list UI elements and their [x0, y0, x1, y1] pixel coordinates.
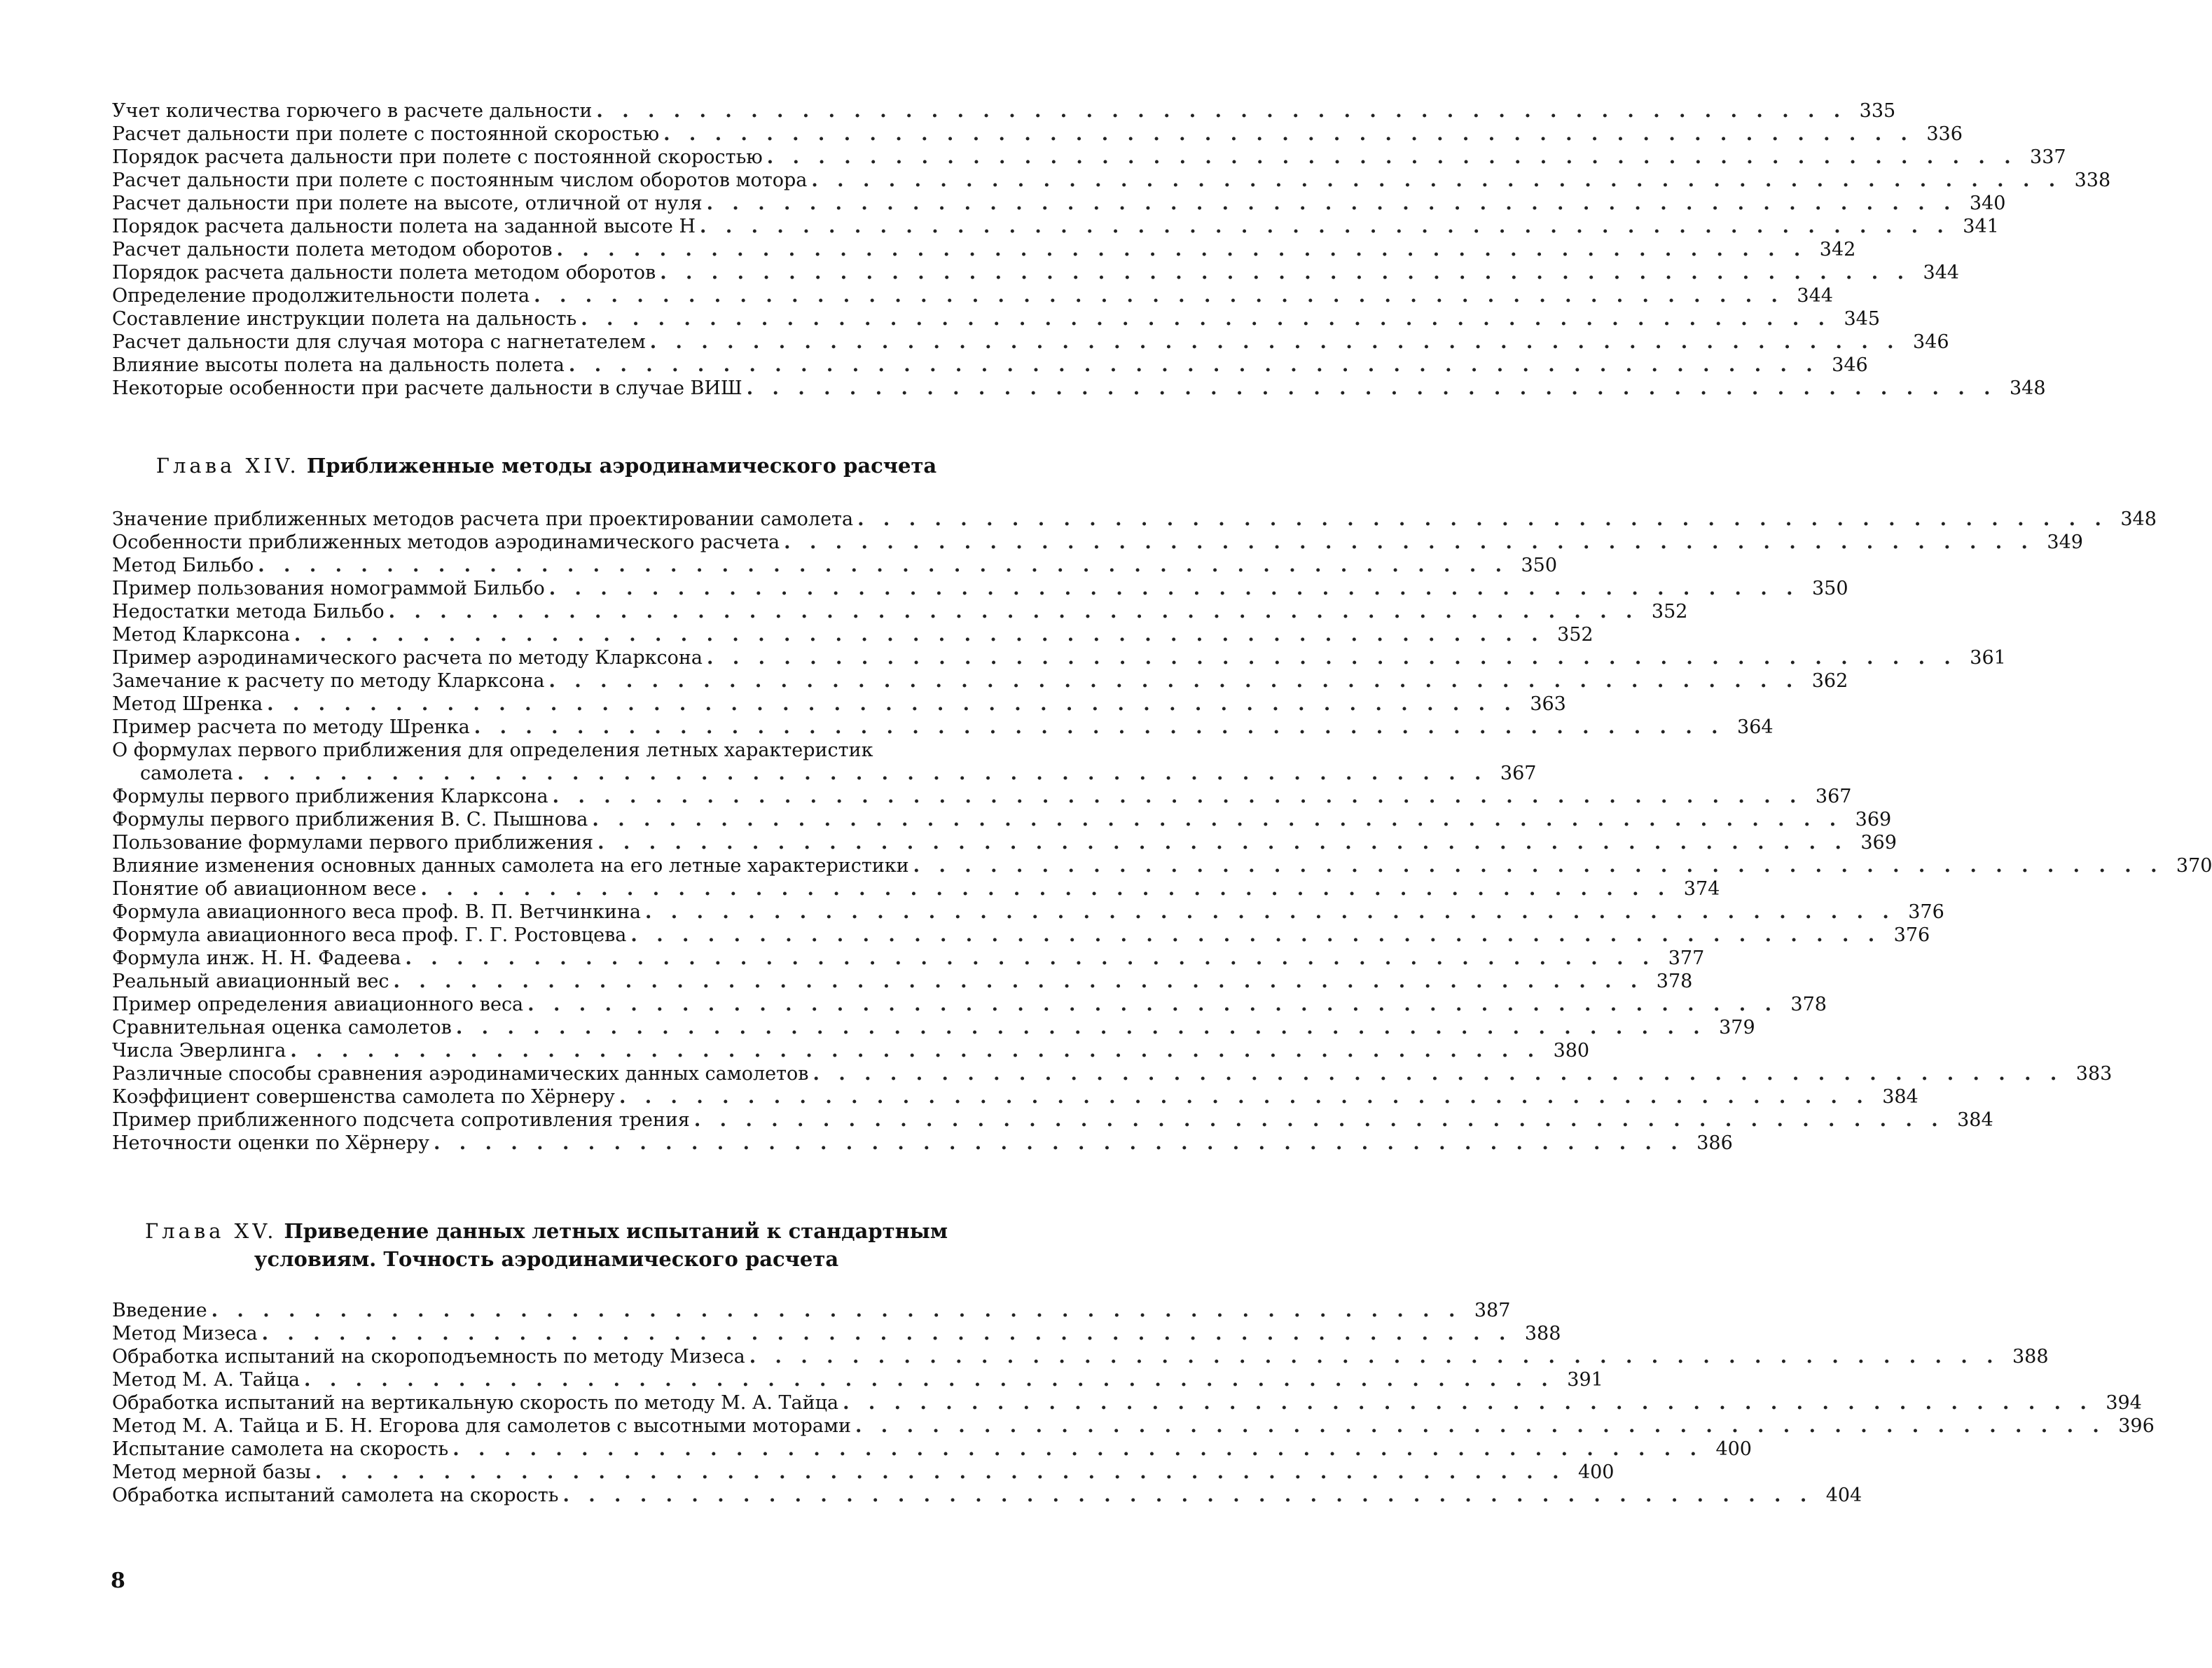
dot-leader: . . . . . . . . . . . . . . . . . . . . . . . . . . . . . . . . . . . . . . . . . . . . . . . . .: [813, 1063, 2064, 1085]
toc-entry-page: 370: [2176, 855, 2212, 877]
toc-entry: [112, 739, 1079, 762]
toc-entry-page: 340: [1969, 193, 2006, 214]
toc-entry-page: 362: [1811, 670, 1848, 692]
toc-entry: [112, 1484, 1862, 1507]
toc-entry-title: Обработка испытаний на вертикальную скорость по методу М. А. Тайца: [112, 1392, 839, 1414]
toc-entry-title: Испытание самолета на скорость: [112, 1438, 449, 1460]
dot-leader: . . . . . . . . . . . . . . . . . . . . . . . . . . . . . . . . . . . . . . . . . . . . . . . . .: [211, 1300, 1462, 1321]
toc-entry: [112, 531, 2083, 554]
chapter-14-label: Глава XIV.: [155, 454, 300, 478]
toc-entry: [112, 623, 1594, 646]
toc-entry-title: Формулы первого приближения Кларксона: [112, 786, 548, 807]
toc-entry-page: 348: [2120, 508, 2157, 530]
toc-entry-title: Числа Эверлинга: [112, 1040, 286, 1062]
toc-entry: [112, 307, 1881, 331]
dot-leader: . . . . . . . . . . . . . . . . . . . . . . . . . . . . . . . . . . . . . . . . . . . . . . . . .: [630, 924, 1881, 946]
toc-entry-title: Порядок расчета дальности при полете с постоянной скоростью: [112, 146, 763, 168]
toc-entry-title: Пример расчета по методу Шренка: [112, 716, 470, 738]
chapter-15-heading-line1: [126, 1217, 967, 1245]
dot-leader: . . . . . . . . . . . . . . . . . . . . . . . . . . . . . . . . . . . . . . . . . . . . . . . . .: [855, 1415, 2106, 1437]
toc-entry: [112, 693, 1566, 716]
toc-entry-title: Учет количества горючего в расчете дальности: [112, 100, 593, 122]
toc-entry-title: Пример аэродинамического расчета по методу Кларксона: [112, 647, 703, 669]
toc-entry: [112, 331, 1949, 354]
dot-leader: . . . . . . . . . . . . . . . . . . . . . . . . . . . . . . . . . . . . . . . . . . . . . . . . .: [581, 308, 1832, 330]
toc-entry: [112, 284, 1833, 307]
toc-entry-title: Составление инструкции полета на дальность: [112, 308, 577, 330]
toc-entry: [112, 577, 1848, 600]
toc-entry-title: Введение: [112, 1300, 207, 1321]
toc-entry-title: Некоторые особенности при расчете дальности в случае ВИШ: [112, 377, 742, 399]
dot-leader: . . . . . . . . . . . . . . . . . . . . . . . . . . . . . . . . . . . . . . . . . . . . . . . . .: [314, 1461, 1565, 1483]
toc-entry-title: Порядок расчета дальности полета на заданной высоте H: [112, 216, 696, 237]
toc-entry: [112, 354, 1868, 377]
toc-entry-page: 383: [2075, 1063, 2113, 1085]
toc-entry: [112, 146, 2066, 169]
dot-leader: . . . . . . . . . . . . . . . . . . . . . . . . . . . . . . . . . . . . . . . . . . . . . . . . .: [393, 971, 1644, 992]
toc-entry-page: 387: [1474, 1300, 1511, 1321]
toc-chapter-14: [112, 508, 2212, 1155]
toc-entry: [112, 808, 1892, 831]
dot-leader: . . . . . . . . . . . . . . . . . . . . . . . . . . . . . . . . . . . . . . . . . . . . . . . . .: [568, 354, 1819, 376]
toc-entry-title: Обработка испытаний самолета на скорость: [112, 1485, 559, 1506]
toc-entry: [112, 238, 1856, 261]
chapter-15-title-line2: условиям. Точность аэродинамического расчета: [254, 1247, 839, 1271]
toc-entry-title: Влияние изменения основных данных самолета на его летные характеристики: [112, 855, 909, 877]
toc-entry-title: Формулы первого приближения В. С. Пышнова: [112, 809, 588, 830]
toc-entry: [112, 970, 1693, 993]
toc-entry-page: 369: [1860, 832, 1897, 854]
toc-entry-title: Расчет дальности при полете с постоянным числом оборотов мотора: [112, 169, 808, 191]
toc-entry-page: 374: [1683, 878, 1720, 900]
toc-entry-page: 367: [1815, 786, 1852, 807]
toc-entry-page: 400: [1715, 1438, 1752, 1460]
dot-leader: . . . . . . . . . . . . . . . . . . . . . . . . . . . . . . . . . . . . . . . . . . . . . . . . .: [597, 832, 1848, 854]
dot-leader: . . . . . . . . . . . . . . . . . . . . . . . . . . . . . . . . . . . . . . . . . . . . . . . . .: [420, 878, 1671, 900]
toc-entry-page: 376: [1893, 924, 1930, 946]
toc-entry: [112, 508, 2157, 531]
toc-entry: [112, 762, 1537, 785]
toc-entry: [112, 600, 1688, 623]
toc-entry: [112, 377, 2046, 400]
toc-entry-page: 364: [1737, 716, 1774, 738]
toc-entry-page: 350: [1811, 578, 1848, 599]
chapter-15-heading: [126, 1217, 967, 1273]
dot-leader: . . . . . . . . . . . . . . . . . . . . . . . . . . . . . . . . . . . . . . . . . . . . . . . . .: [707, 647, 1957, 669]
toc-entry-title: Особенности приближенных методов аэродинамического расчета: [112, 531, 780, 553]
toc-entry: [112, 1132, 1733, 1155]
toc-entry-page: 388: [2012, 1346, 2049, 1368]
dot-leader: . . . . . . . . . . . . . . . . . . . . . . . . . . . . . . . . . . . . . . . . . . . . . . . . .: [388, 601, 1639, 623]
toc-entry: [112, 1062, 2113, 1085]
dot-leader: . . . . . . . . . . . . . . . . . . . . . . . . . . . . . . . . . . . . . . . . . . . . . . . . .: [556, 239, 1807, 260]
dot-leader: . . . . . . . . . . . . . . . . . . . . . . . . . . . . . . . . . . . . . . . . . . . . . . . . .: [304, 1369, 1554, 1391]
toc-entry: [112, 169, 2111, 192]
dot-leader: . . . . . . . . . . . . . . . . . . . . . . . . . . . . . . . . . . . . . . . . . . . . . . . . .: [749, 1346, 2000, 1368]
chapter-15-title-line1: Приведение данных летных испытаний к стандартным: [284, 1219, 948, 1243]
toc-entry-title: Расчет дальности для случая мотора с нагнетателем: [112, 331, 646, 353]
toc-entry-title: Влияние высоты полета на дальность полета: [112, 354, 565, 376]
dot-leader: . . . . . . . . . . . . . . . . . . . . . . . . . . . . . . . . . . . . . . . . . . . . . . . . .: [527, 994, 1778, 1015]
toc-entry-title: Определение продолжительности полета: [112, 285, 530, 307]
toc-entry-page: 377: [1668, 947, 1705, 969]
toc-entry: [112, 1085, 1919, 1108]
toc-entry: [112, 554, 1558, 577]
toc-entry: [112, 1299, 1511, 1322]
toc-entry-title: Пример пользования номограммой Бильбо: [112, 578, 545, 599]
toc-entry-page: 384: [1957, 1109, 1993, 1131]
toc-entry-page: 379: [1719, 1017, 1755, 1038]
toc-entry-page: 404: [1825, 1485, 1862, 1506]
dot-leader: . . . . . . . . . . . . . . . . . . . . . . . . . . . . . . . . . . . . . . . . . . . . . . . . .: [700, 216, 1950, 237]
toc-entry-page: 378: [1790, 994, 1827, 1015]
dot-leader: . . . . . . . . . . . . . . . . . . . . . . . . . . . . . . . . . . . . . . . . . . . . . . . . .: [843, 1392, 2093, 1414]
toc-entry-title: Обработка испытаний на скороподъемность по методу Мизеса: [112, 1346, 745, 1368]
dot-leader: . . . . . . . . . . . . . . . . . . . . . . . . . . . . . . . . . . . . . . . . . . . . . . . . .: [433, 1132, 1684, 1154]
dot-leader: . . . . . . . . . . . . . . . . . . . . . . . . . . . . . . . . . . . . . . . . . . . . . . . . .: [261, 1323, 1512, 1344]
toc-entry-page: 361: [1970, 647, 2006, 669]
dot-leader: . . . . . . . . . . . . . . . . . . . . . . . . . . . . . . . . . . . . . . . . . . . . . . . . .: [548, 578, 1799, 599]
toc-entry-title: Метод мерной базы: [112, 1461, 311, 1483]
toc-entry-title: Формула авиационного веса проф. В. П. Ветчинкина: [112, 901, 641, 923]
toc-entry: [112, 192, 2006, 215]
toc-entry-title: Неточности оценки по Хёрнеру: [112, 1132, 429, 1154]
toc-entry-title: Пример определения авиационного веса: [112, 994, 524, 1015]
dot-leader: . . . . . . . . . . . . . . . . . . . . . . . . . . . . . . . . . . . . . . . . . . . . . . . . .: [405, 947, 1656, 969]
toc-entry-page: 344: [1923, 262, 1959, 284]
toc-entry-title: Понятие об авиационном весе: [112, 878, 417, 900]
toc-entry: [112, 1415, 2155, 1438]
dot-leader: . . . . . . . . . . . . . . . . . . . . . . . . . . . . . . . . . . . . . . . . . . . . . . . . .: [562, 1485, 1813, 1506]
toc-entry-title: Коэффициент совершенства самолета по Хёрнеру: [112, 1086, 615, 1108]
toc-entry: [112, 1391, 2142, 1415]
toc-entry-page: 376: [1908, 901, 1944, 923]
toc-entry-title: Метод Бильбо: [112, 555, 254, 576]
toc-chapter-15: [112, 1299, 2155, 1507]
toc-entry-title: Пользование формулами первого приближения: [112, 832, 594, 854]
toc-entry-title: Недостатки метода Бильбо: [112, 601, 385, 623]
toc-entry-page: 346: [1912, 331, 1949, 353]
dot-leader: . . . . . . . . . . . . . . . . . . . . . . . . . . . . . . . . . . . . . . . . . . . . . . . . .: [649, 331, 1900, 353]
toc-entry-page: 380: [1553, 1040, 1590, 1062]
toc-entry-page: 344: [1797, 285, 1833, 307]
toc-entry: [112, 901, 1944, 924]
toc-entry-page: 400: [1577, 1461, 1615, 1483]
toc-entry-page: 363: [1530, 693, 1566, 715]
toc-entry-page: 391: [1567, 1369, 1603, 1391]
chapter-14-heading: [126, 452, 967, 480]
toc-entry-page: 337: [2030, 146, 2066, 168]
dot-leader: . . . . . . . . . . . . . . . . . . . . . . . . . . . . . . . . . . . . . . . . . . . . . . . . .: [660, 262, 1910, 284]
toc-entry: [112, 1108, 1993, 1132]
toc-entry: [112, 831, 1897, 854]
dot-leader: . . . . . . . . . . . . . . . . . . . . . . . . . . . . . . . . . . . . . . . . . . . . . . . . .: [258, 555, 1509, 576]
toc-entry: [112, 877, 1720, 901]
toc-entry-page: 394: [2106, 1392, 2142, 1414]
toc-entry: [112, 947, 1705, 970]
dot-leader: . . . . . . . . . . . . . . . . . . . . . . . . . . . . . . . . . . . . . . . . . . . . . . . . .: [552, 786, 1803, 807]
chapter-14-title: Приближенные методы аэродинамического расчета: [306, 454, 937, 478]
toc-entry-page: 350: [1521, 555, 1558, 576]
dot-leader: . . . . . . . . . . . . . . . . . . . . . . . . . . . . . . . . . . . . . . . . . . . . . . . . .: [706, 193, 1957, 214]
toc-entry: [112, 924, 1930, 947]
page-number: 8: [111, 1569, 125, 1593]
toc-entry-page: 378: [1656, 971, 1693, 992]
toc-entry-page: 345: [1844, 308, 1881, 330]
toc-entry: [112, 1039, 1590, 1062]
toc-entry: [112, 99, 1896, 123]
toc-entry-title: Пример приближенного подсчета сопротивления трения: [112, 1109, 690, 1131]
toc-entry-title: Различные способы сравнения аэродинамических данных самолетов: [112, 1063, 809, 1085]
toc-entry: [112, 993, 1827, 1016]
dot-leader: . . . . . . . . . . . . . . . . . . . . . . . . . . . . . . . . . . . . . . . . . . . . . . . . .: [766, 146, 2017, 168]
toc-entry: [112, 1461, 1615, 1484]
toc-entry: [112, 1345, 2049, 1368]
toc-entry-page: 349: [2047, 531, 2083, 553]
dot-leader: . . . . . . . . . . . . . . . . . . . . . . . . . . . . . . . . . . . . . . . . . . . . . . . . .: [663, 123, 1914, 145]
toc-entry-page: 384: [1882, 1086, 1919, 1108]
toc-entry: [112, 646, 2006, 669]
toc-entry: [112, 123, 1963, 146]
toc-entry-page: 342: [1819, 239, 1856, 260]
dot-leader: . . . . . . . . . . . . . . . . . . . . . . . . . . . . . . . . . . . . . . . . . . . . . . . . .: [267, 693, 1517, 715]
toc-entry-title: Расчет дальности полета методом оборотов: [112, 239, 553, 260]
dot-leader: . . . . . . . . . . . . . . . . . . . . . . . . . . . . . . . . . . . . . . . . . . . . . . . . .: [857, 508, 2108, 530]
toc-entry-page: 338: [2074, 169, 2111, 191]
toc-entry: [112, 261, 1959, 284]
toc-entry-page: 335: [1859, 100, 1896, 122]
toc-entry: [112, 854, 2212, 877]
toc-section-range-calculation: [112, 99, 2111, 400]
dot-leader: . . . . . . . . . . . . . . . . . . . . . . . . . . . . . . . . . . . . . . . . . . . . . . . . .: [592, 809, 1843, 830]
dot-leader: . . . . . . . . . . . . . . . . . . . . . . . . . . . . . . . . . . . . . . . . . . . . . . . . .: [618, 1086, 1869, 1108]
toc-entry-page: 336: [1926, 123, 1963, 145]
toc-entry: [112, 1368, 1603, 1391]
toc-entry: [112, 1322, 1561, 1345]
dot-leader: . . . . . . . . . . . . . . . . . . . . . . . . . . . . . . . . . . . . . . . . . . . . . . . . .: [784, 531, 2034, 553]
toc-entry-title: Метод М. А. Тайца и Б. Н. Егорова для самолетов с высотными моторами: [112, 1415, 851, 1437]
toc-entry: [112, 785, 1852, 808]
dot-leader: . . . . . . . . . . . . . . . . . . . . . . . . . . . . . . . . . . . . . . . . . . . . . . . . .: [290, 1040, 1541, 1062]
toc-entry: [112, 1438, 1752, 1461]
dot-leader: . . . . . . . . . . . . . . . . . . . . . . . . . . . . . . . . . . . . . . . . . . . . . . . . .: [596, 100, 1847, 122]
toc-entry-title: Порядок расчета дальности полета методом оборотов: [112, 262, 656, 284]
dot-leader: . . . . . . . . . . . . . . . . . . . . . . . . . . . . . . . . . . . . . . . . . . . . . . . . .: [455, 1017, 1706, 1038]
toc-entry: [112, 716, 1774, 739]
dot-leader: . . . . . . . . . . . . . . . . . . . . . . . . . . . . . . . . . . . . . . . . . . . . . . . . .: [913, 855, 2164, 877]
toc-entry-page: 348: [2009, 377, 2046, 399]
toc-entry-title: О формулах первого приближения для определения летных характеристик: [112, 739, 873, 761]
toc-entry-title: Реальный авиационный вес: [112, 971, 389, 992]
dot-leader: . . . . . . . . . . . . . . . . . . . . . . . . . . . . . . . . . . . . . . . . . . . . . . . . .: [452, 1438, 1703, 1460]
dot-leader: . . . . . . . . . . . . . . . . . . . . . . . . . . . . . . . . . . . . . . . . . . . . . . . . .: [473, 716, 1724, 738]
toc-entry-page: 367: [1500, 763, 1537, 784]
toc-entry-title: Метод Кларксона: [112, 624, 290, 646]
toc-entry-title: самолета: [140, 763, 233, 784]
toc-entry-page: 386: [1696, 1132, 1733, 1154]
toc-entry: [112, 215, 1999, 238]
toc-entry-title: Метод Шренка: [112, 693, 263, 715]
toc-entry-title: Метод М. А. Тайца: [112, 1369, 300, 1391]
toc-entry-title: Расчет дальности при полете на высоте, отличной от нуля: [112, 193, 703, 214]
dot-leader: . . . . . . . . . . . . . . . . . . . . . . . . . . . . . . . . . . . . . . . . . . . . . . . . .: [237, 763, 1488, 784]
dot-leader: . . . . . . . . . . . . . . . . . . . . . . . . . . . . . . . . . . . . . . . . . . . . . . . . .: [534, 285, 1784, 307]
toc-entry-page: 341: [1963, 216, 1999, 237]
toc-entry-title: Значение приближенных методов расчета при проектировании самолета: [112, 508, 854, 530]
dot-leader: . . . . . . . . . . . . . . . . . . . . . . . . . . . . . . . . . . . . . . . . . . . . . . . . .: [293, 624, 1544, 646]
toc-entry: [112, 669, 1848, 693]
toc-entry-page: 396: [2118, 1415, 2155, 1437]
toc-entry-page: 388: [1524, 1323, 1561, 1344]
dot-leader: . . . . . . . . . . . . . . . . . . . . . . . . . . . . . . . . . . . . . . . . . . . . . . . . .: [693, 1109, 1944, 1131]
toc-entry: [112, 1016, 1755, 1039]
toc-entry-title: Расчет дальности при полете с постоянной скоростью: [112, 123, 660, 145]
toc-entry-page: 352: [1651, 601, 1688, 623]
dot-leader: . . . . . . . . . . . . . . . . . . . . . . . . . . . . . . . . . . . . . . . . . . . . . . . . .: [645, 901, 1895, 923]
toc-entry-title: Замечание к расчету по методу Кларксона: [112, 670, 545, 692]
toc-entry-title: Формула авиационного веса проф. Г. Г. Ростовцева: [112, 924, 627, 946]
dot-leader: . . . . . . . . . . . . . . . . . . . . . . . . . . . . . . . . . . . . . . . . . . . . . . . . .: [548, 670, 1799, 692]
toc-entry-title: Сравнительная оценка самолетов: [112, 1017, 452, 1038]
chapter-15-label: Глава XV.: [144, 1219, 277, 1243]
toc-entry-title: Метод Мизеса: [112, 1323, 258, 1344]
toc-entry-title: Формула инж. Н. Н. Фадеева: [112, 947, 401, 969]
toc-entry-page: 346: [1832, 354, 1868, 376]
dot-leader: . . . . . . . . . . . . . . . . . . . . . . . . . . . . . . . . . . . . . . . . . . . . . . . . .: [811, 169, 2062, 191]
dot-leader: . . . . . . . . . . . . . . . . . . . . . . . . . . . . . . . . . . . . . . . . . . . . . . . . .: [746, 377, 1997, 399]
toc-entry-page: 352: [1557, 624, 1594, 646]
toc-entry-page: 369: [1855, 809, 1892, 830]
